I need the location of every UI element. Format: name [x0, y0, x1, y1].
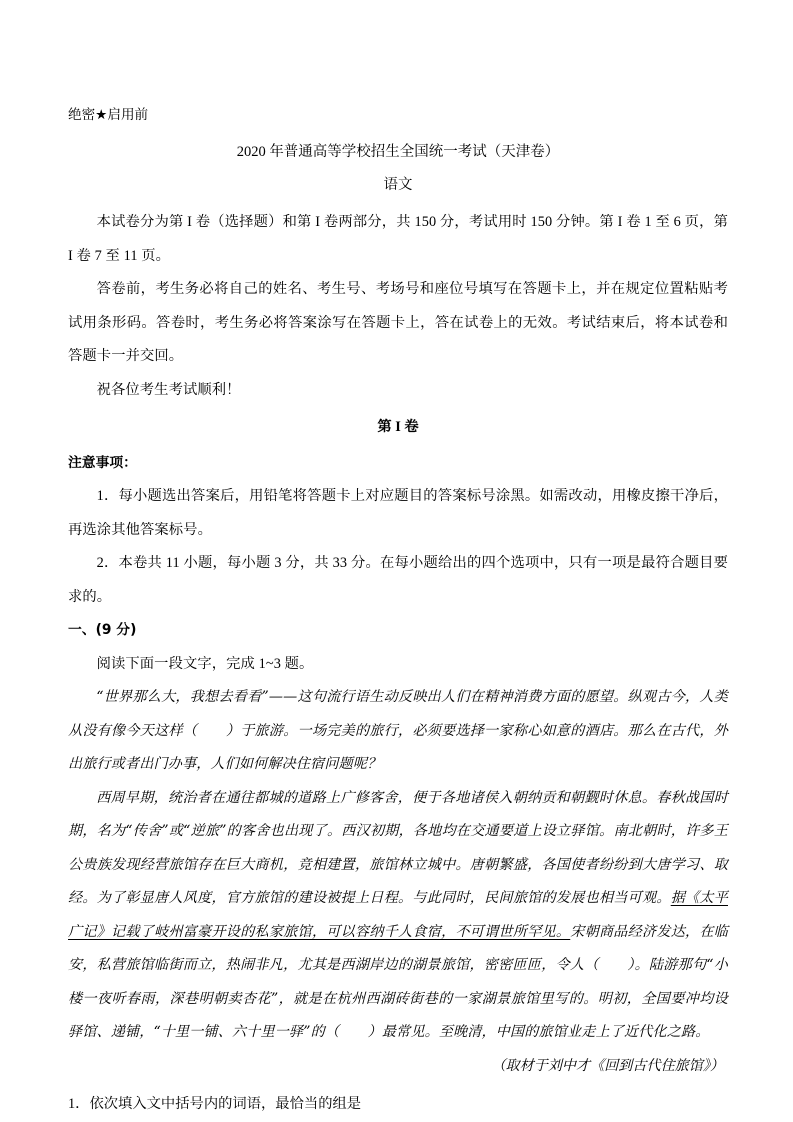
answer-blank-2[interactable] — [599, 957, 628, 973]
reading-instruction: 阅读下面一段文字，完成 1~3 题。 — [96, 655, 314, 672]
note-item-2: 2．本卷共 11 小题，每小题 3 分，共 33 分。在每小题给出的四个选项中，只有一项是最符合题目要求的。 — [68, 555, 728, 605]
notes-heading: 注意事项： — [68, 454, 137, 471]
subject-title: 语文 — [383, 177, 413, 193]
passage-p1-text-a: “世界那么大，我想去看看”——这句流行语生动反映出人们在精神消费方面的愿望。纵观古今，人类从没有像今天这样（ — [68, 689, 728, 739]
page-title: 2020 年普通高等学校招生全国统一考试（天津卷） — [236, 144, 560, 160]
secret-header: 绝密★启用前 — [68, 107, 149, 123]
passage-p2-underlined-sentence: 据《太平广记》记载了岐州富豪开设的私家旅馆，可以容纳千人食宿，不可谓世所罕见。 — [68, 890, 728, 940]
intro-paragraph-2: 答卷前，考生务必将自己的姓名、考生号、考场号和座位号填写在答题卡上，并在规定位置粘贴考试用条形码。答卷时，考生务必将答案涂写在答题卡上，答在试卷上的无效。考试结束后，将本试卷和答题卡一并交回。 — [68, 281, 728, 364]
passage-p1-text-b: ）于旅游。一场完美的旅行，必须要选择一家称心如意的酒店。那么在古代，外出旅行或者出门办事，人们如何解决住宿问题呢？ — [68, 722, 728, 772]
passage-paragraph-2 — [68, 782, 728, 1050]
passage-p2-text-d: ）最常见。至晚清，中国的旅馆业走上了近代化之路。 — [367, 1024, 710, 1040]
section-one-title: 第 I 卷 — [377, 419, 419, 435]
passage-p2-text-b: 宋朝商品经济发达，在临安，私营旅馆临街而立，热闹非凡，尤其是西湖岸边的湖景旅馆，密密匝匝，令人（ — [68, 923, 728, 973]
note-item-1: 1．每小题选出答案后，用铅笔将答题卡上对应题目的答案标号涂黑。如需改动，用橡皮擦干净后，再选涂其他答案标号。 — [68, 488, 728, 538]
answer-blank-1[interactable] — [197, 723, 226, 739]
passage-paragraph-1 — [68, 681, 728, 782]
intro-paragraph-1: 本试卷分为第 I 卷（选择题）和第 I 卷两部分，共 150 分，考试用时 150 分钟。第 I 卷 1 至 6 页，第 I 卷 7 至 11 页。 — [68, 214, 728, 264]
passage-p2-text-a: 西周早期，统治者在通往都城的道路上广修客舍，便于各地诸侯入朝纳贡和朝觐时休息。春秋战国时期，名为“传舍”或“逆旅”的客舍也出现了。西汉初期，各地均在交通要道上设立驿馆。南北朝时，许多王公贵族发现经营旅馆存在巨大商机，竞相建置，旅馆林立城中。唐朝繁盛，各国使者纷纷到大唐学习、取经。为了彰显唐人风度，官方旅馆的建设被提上日程。与此同时，民间旅馆的发展也相当可观。 — [68, 789, 728, 906]
part-one-heading: 一、(9 分) — [68, 622, 137, 638]
passage-p2-text-c: ）。陆游那句“小楼一夜听春雨，深巷明朝卖杏花”，就是在杭州西湖砖街巷的一家湖景旅馆里写的。明初，全国要冲均设驿馆、递铺，“十里一铺、六十里一驿”的（ — [68, 957, 728, 1040]
answer-blank-3[interactable] — [339, 1024, 368, 1040]
page-content — [68, 100, 728, 1122]
intro-paragraph-3: 祝各位考生考试顺利！ — [96, 381, 241, 398]
question-1: 1．依次填入文中括号内的词语，最恰当的组是 — [68, 1096, 362, 1112]
passage-attribution: （取材于刘中才《回到古代住旅馆》） — [491, 1057, 724, 1074]
